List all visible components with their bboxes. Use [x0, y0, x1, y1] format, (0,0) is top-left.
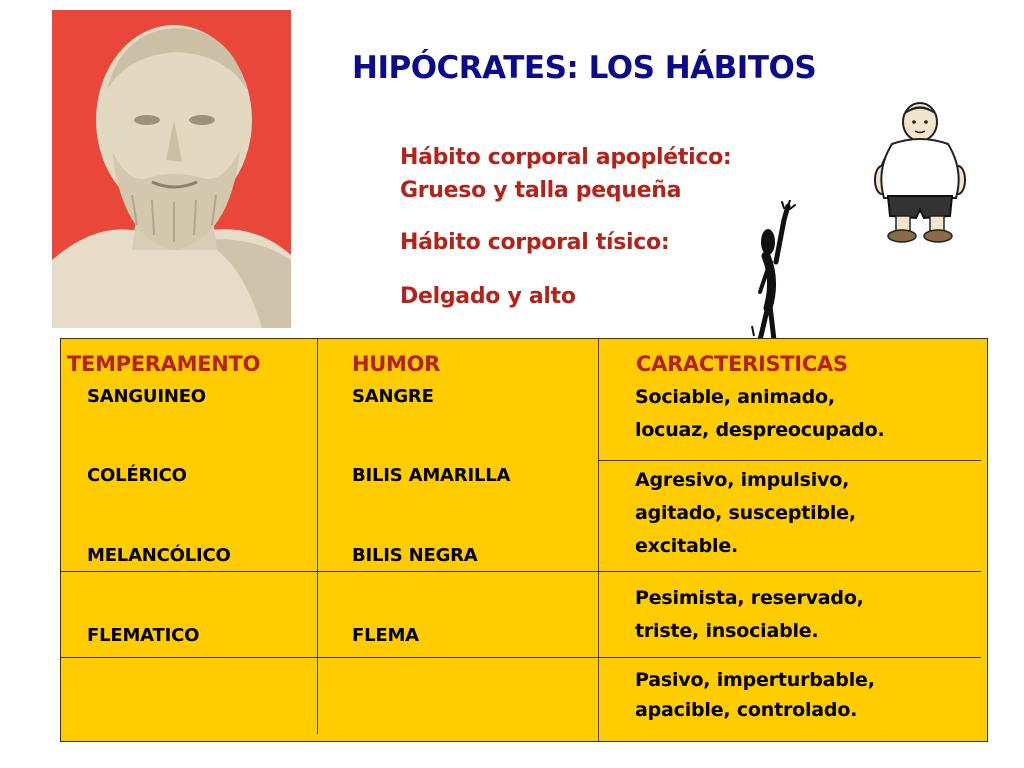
humor-cell: SANGRE [352, 386, 434, 407]
column-divider [598, 339, 599, 741]
column-divider [317, 339, 318, 734]
temperament-cell: MELANCÓLICO [87, 545, 231, 566]
header-characteristics: CARACTERISTICAS [636, 352, 848, 376]
temperament-cell: COLÉRICO [87, 465, 187, 486]
temperament-table [60, 338, 988, 742]
characteristics-line: Pesimista, reservado, [635, 587, 864, 609]
characteristics-line: Sociable, animado, [635, 386, 835, 408]
header-temperament: TEMPERAMENTO [67, 352, 261, 376]
thin-man-illustration [738, 200, 802, 345]
characteristics-line: triste, insociable. [635, 620, 819, 642]
apoplectic-habit-description: Grueso y talla pequeña [400, 178, 682, 203]
characteristics-line: agitado, susceptible, [635, 502, 856, 524]
characteristics-cell [635, 464, 856, 563]
humor-cell: FLEMA [352, 625, 419, 646]
characteristics-line: locuaz, despreocupado. [635, 419, 885, 441]
header-humor: HUMOR [352, 352, 441, 376]
humor-cell: BILIS AMARILLA [352, 465, 511, 486]
apoplectic-habit-label: Hábito corporal apoplético: [400, 145, 732, 170]
characteristics-line: Pasivo, imperturbable, [635, 669, 875, 691]
characteristics-cell [635, 582, 864, 648]
row-divider [61, 657, 981, 658]
page-title: HIPÓCRATES: LOS HÁBITOS [352, 50, 817, 86]
hippocrates-bust-image [52, 10, 291, 328]
humor-cell: BILIS NEGRA [352, 545, 478, 566]
stout-man-illustration [868, 100, 972, 246]
characteristics-line: excitable. [635, 535, 739, 557]
characteristics-cell [635, 665, 875, 725]
tisico-habit-description: Delgado y alto [400, 284, 576, 309]
tisico-habit-label: Hábito corporal tísico: [400, 230, 670, 255]
characteristics-line: Agresivo, impulsivo, [635, 469, 850, 491]
row-divider [61, 571, 981, 572]
temperament-cell: FLEMATICO [87, 625, 200, 646]
row-divider [598, 460, 981, 461]
characteristics-cell [635, 381, 884, 447]
characteristics-line: apacible, controlado. [635, 699, 858, 721]
temperament-cell: SANGUINEO [87, 386, 206, 407]
